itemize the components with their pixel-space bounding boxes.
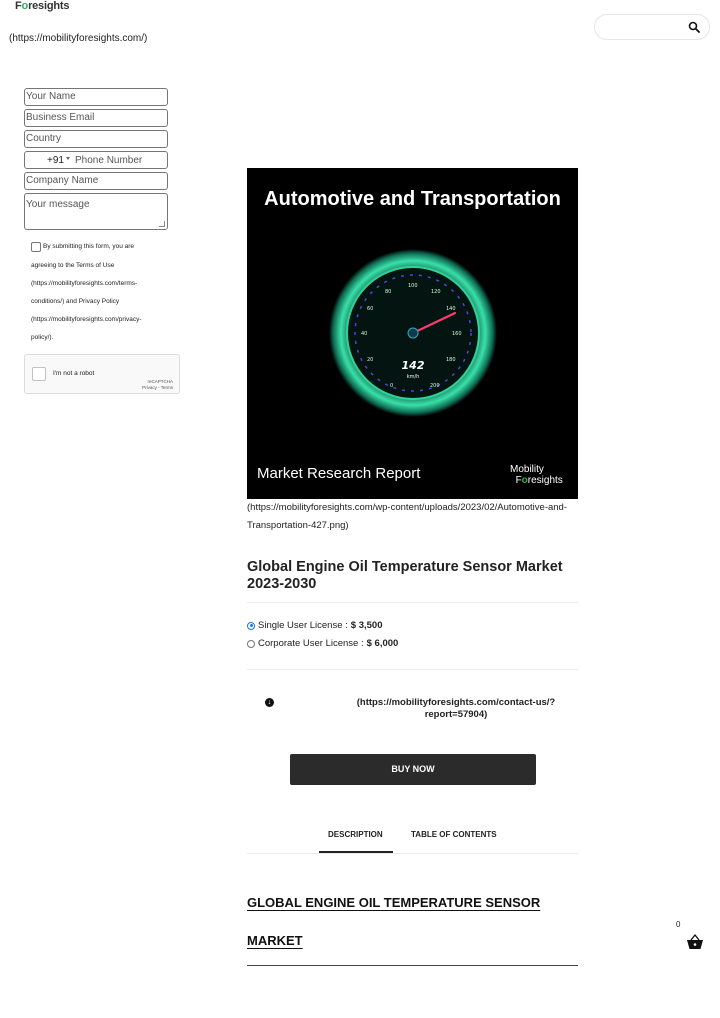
- chevron-down-icon: [66, 157, 70, 160]
- license-option-corporate[interactable]: [247, 638, 398, 649]
- license-price: $ 6,000: [366, 638, 399, 649]
- divider: [247, 853, 578, 854]
- phone-field[interactable]: [24, 151, 168, 169]
- download-icon[interactable]: ↓: [265, 698, 274, 707]
- consent-text: By submitting this form, you are: [43, 243, 135, 250]
- gauge-tick: 0: [390, 383, 394, 389]
- license-label: Corporate User License :: [258, 638, 364, 649]
- country-code-select[interactable]: +91: [47, 155, 64, 166]
- gauge-tick: 80: [385, 289, 392, 295]
- gauge-tick: 60: [367, 306, 374, 312]
- gauge-tick: 200: [430, 383, 440, 389]
- license-radio-corporate[interactable]: [247, 640, 255, 648]
- gauge-tick: 160: [452, 331, 462, 337]
- divider: [247, 965, 578, 966]
- section-heading: MARKET: [247, 933, 303, 948]
- gauge-speed: 142: [401, 359, 425, 372]
- image-link-text[interactable]: (https://mobilityforesights.com/wp-content/uploads/2023/02/Automotive-and-: [247, 502, 567, 513]
- gauge-tick: 20: [367, 357, 374, 363]
- image-title: Automotive and Transportation: [264, 188, 561, 210]
- product-image[interactable]: [247, 168, 578, 499]
- captcha-brand: reCAPTCHA Privacy - Terms: [142, 379, 173, 390]
- search-input[interactable]: [594, 14, 710, 40]
- consent-checkbox[interactable]: [31, 242, 41, 252]
- consent-text[interactable]: (https://mobilityforesights.com/privacy-: [31, 316, 142, 323]
- license-radio-single[interactable]: [247, 622, 255, 630]
- message-placeholder: Your message: [26, 199, 90, 210]
- consent-text[interactable]: agreeing to the Terms of Use: [31, 262, 115, 269]
- email-field[interactable]: Business Email: [24, 109, 168, 127]
- message-field[interactable]: [24, 193, 168, 230]
- phone-placeholder: Phone Number: [75, 155, 143, 166]
- image-subtitle: Market Research Report: [257, 465, 421, 482]
- consent-text[interactable]: conditions/) and Privacy Policy: [31, 298, 120, 305]
- gauge-tick: 120: [431, 289, 441, 295]
- gauge-unit: km/h: [406, 374, 420, 380]
- search-icon[interactable]: [688, 21, 700, 33]
- cart-count-badge: 0: [676, 920, 681, 929]
- gauge-tick: 180: [446, 357, 456, 363]
- gauge-tick: 100: [408, 283, 418, 289]
- speedometer-illustration: [327, 247, 499, 419]
- consent-text[interactable]: policy/).: [31, 334, 54, 341]
- section-heading: GLOBAL ENGINE OIL TEMPERATURE SENSOR: [247, 895, 541, 910]
- buy-now-button[interactable]: BUY NOW: [290, 754, 536, 785]
- name-field[interactable]: Your Name: [24, 88, 168, 106]
- basket-icon[interactable]: [686, 934, 704, 950]
- divider: [247, 669, 578, 670]
- license-price: $ 3,500: [350, 620, 383, 631]
- captcha-checkbox[interactable]: [32, 367, 46, 381]
- tab-description[interactable]: DESCRIPTION: [328, 830, 383, 839]
- contact-link[interactable]: (https://mobilityforesights.com/contact-us/? report=57904): [356, 697, 556, 720]
- recaptcha-widget: [24, 354, 180, 394]
- report-title: Global Engine Oil Temperature Sensor Market 2023-2030: [247, 559, 563, 592]
- license-option-single[interactable]: [247, 620, 382, 631]
- gauge-tick: 40: [361, 331, 368, 337]
- site-logo[interactable]: Foresights: [15, 0, 70, 12]
- image-link-text[interactable]: Transportation-427.png): [247, 520, 349, 531]
- resize-handle-icon[interactable]: [159, 221, 165, 227]
- company-field[interactable]: Company Name: [24, 172, 168, 190]
- captcha-label: I'm not a robot: [53, 370, 95, 377]
- image-brand-logo: Mobility Foresights: [510, 464, 563, 486]
- license-label: Single User License :: [258, 620, 348, 631]
- consent-text[interactable]: (https://mobilityforesights.com/terms-: [31, 280, 138, 287]
- tab-table-of-contents[interactable]: TABLE OF CONTENTS: [411, 830, 497, 839]
- country-field[interactable]: Country: [24, 130, 168, 148]
- logo-link-text[interactable]: (https://mobilityforesights.com/): [9, 33, 148, 44]
- divider: [247, 602, 578, 603]
- gauge-tick: 140: [446, 306, 456, 312]
